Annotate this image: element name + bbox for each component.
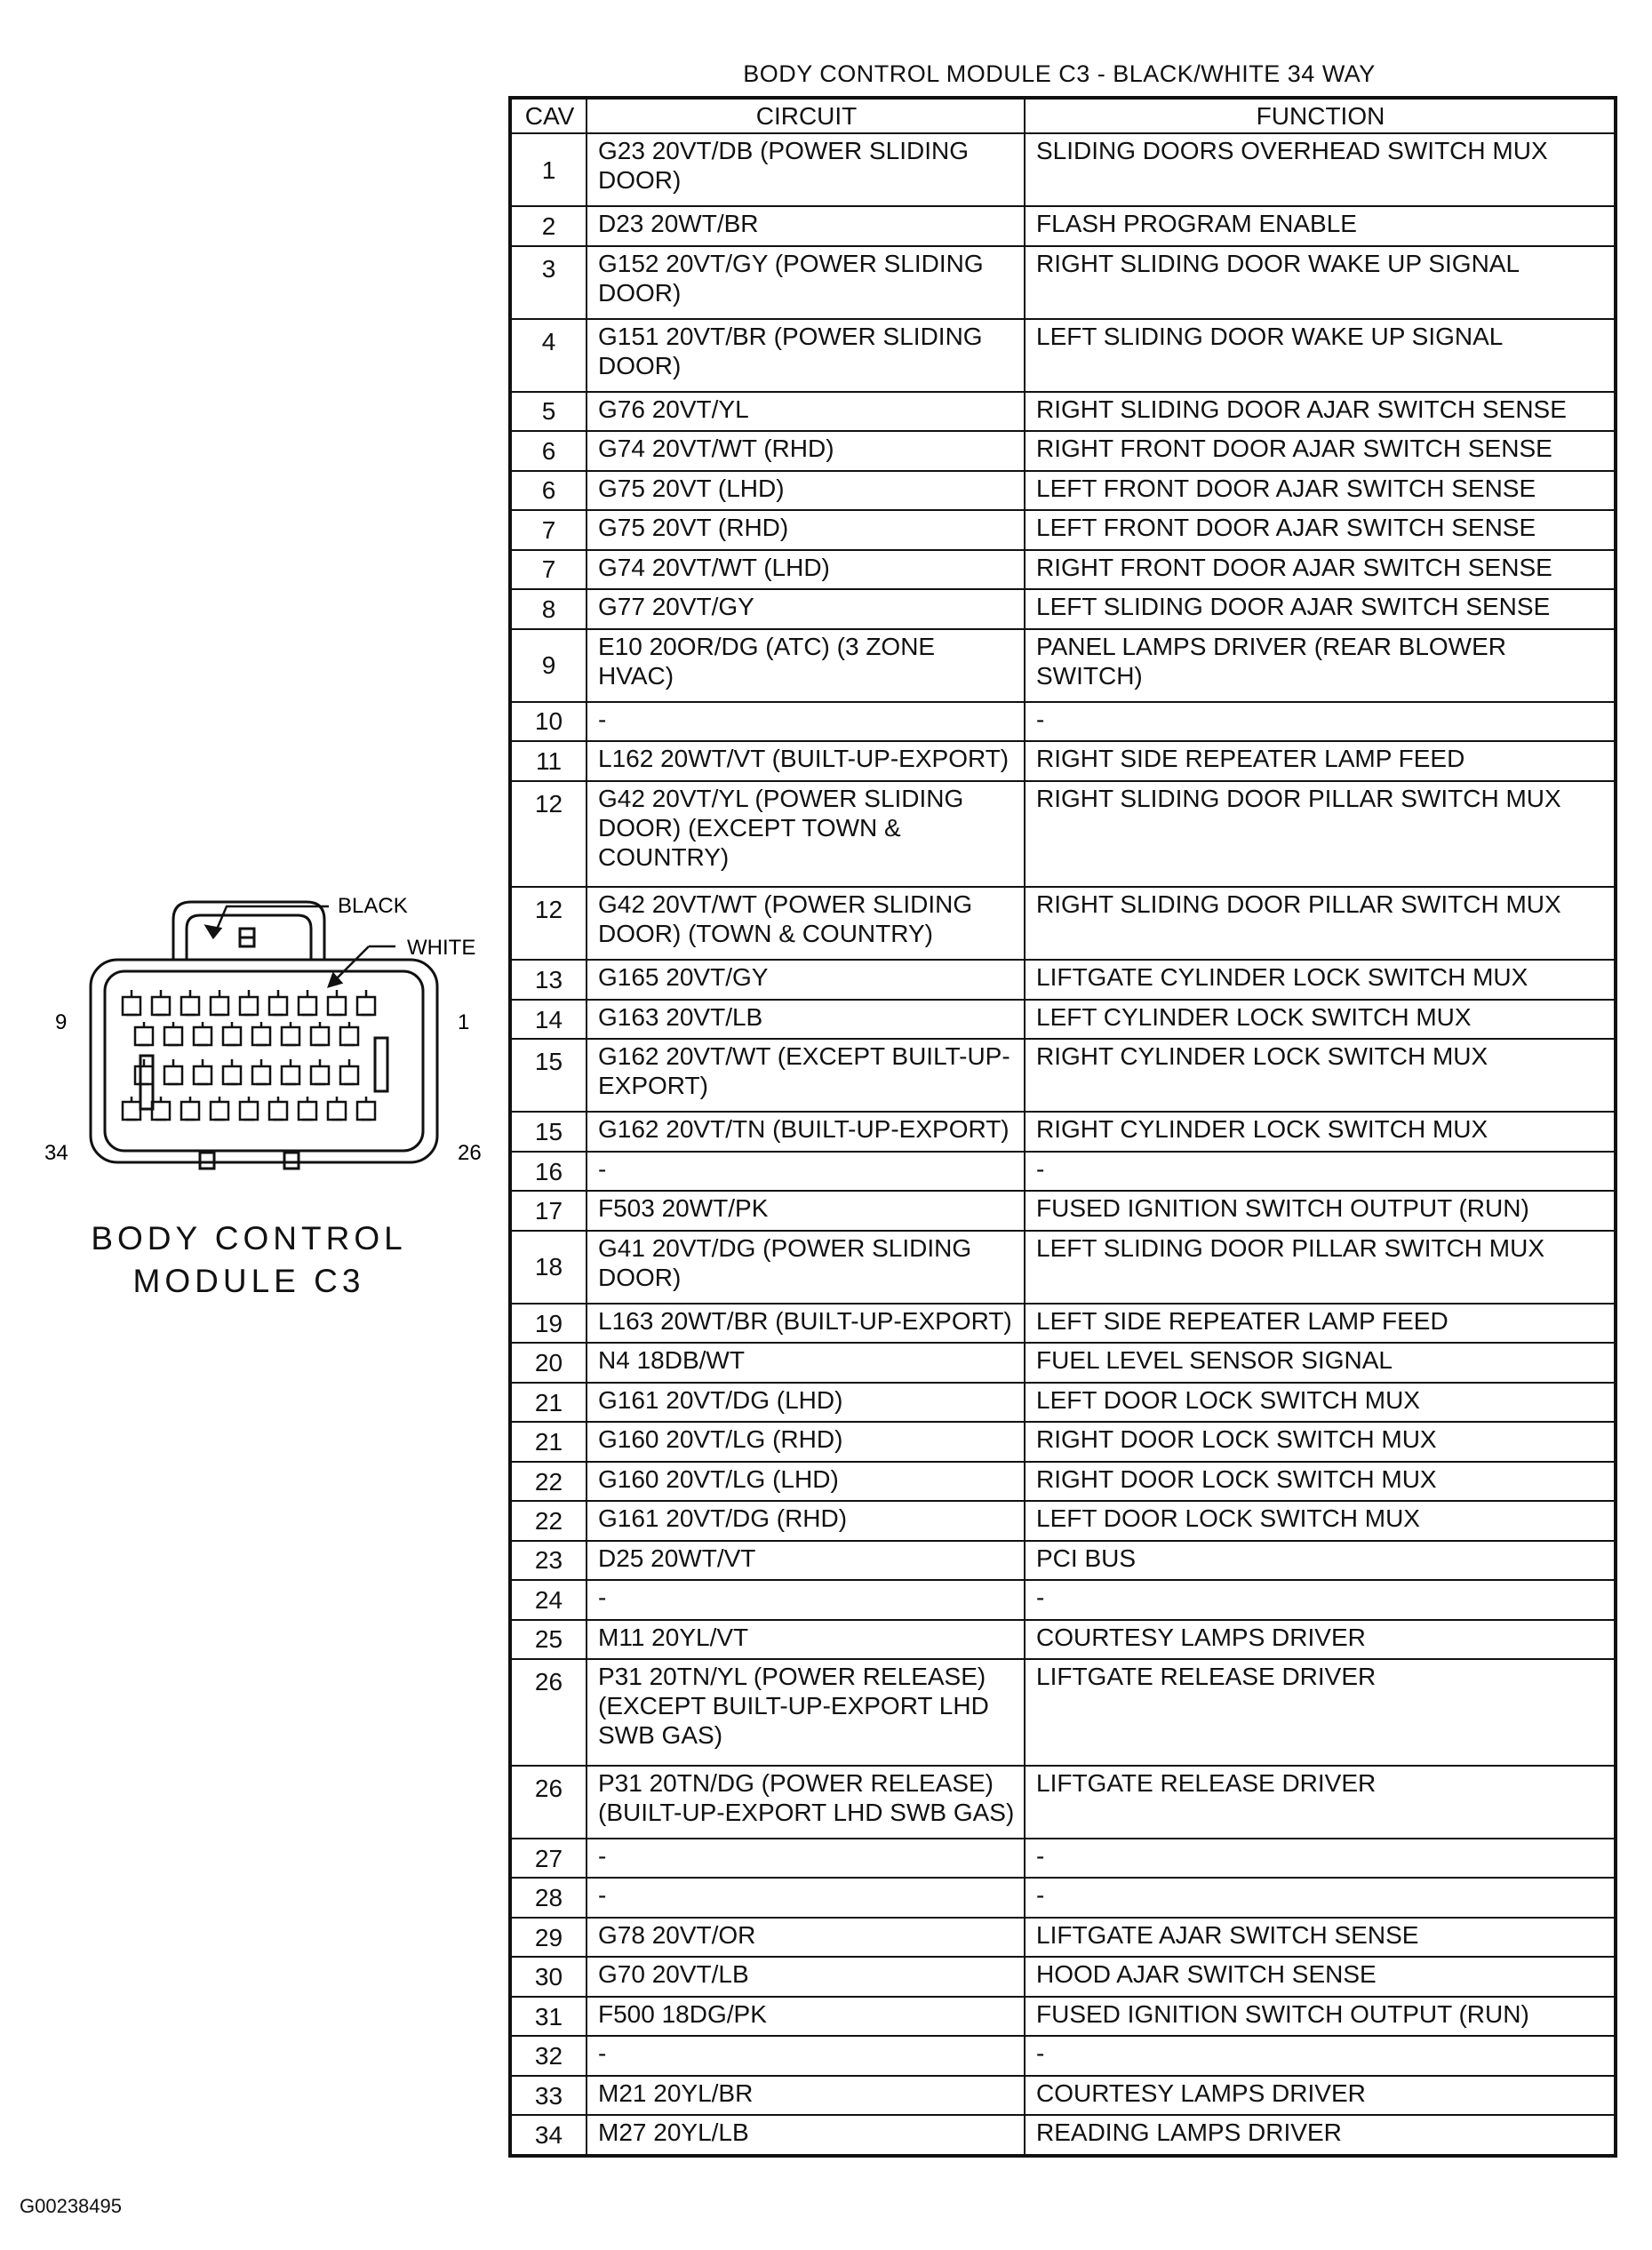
circuit-cell: G152 20VT/GY (POWER SLIDING DOOR) [587, 246, 1025, 319]
function-cell: LIFTGATE AJAR SWITCH SENSE [1025, 1918, 1616, 1957]
cav-cell: 29 [510, 1918, 587, 1957]
cav-cell: 23 [510, 1541, 587, 1580]
cav-cell: 3 [510, 246, 587, 319]
pin-cavity [299, 990, 316, 1015]
header-row [510, 98, 1616, 133]
table-row [510, 1422, 1616, 1461]
table-row [510, 1918, 1616, 1957]
pin-number-26: 26 [458, 1141, 482, 1165]
circuit-cell: G161 20VT/DG (RHD) [587, 1501, 1025, 1540]
function-cell: - [1025, 1152, 1616, 1191]
function-cell: READING LAMPS DRIVER [1025, 2115, 1616, 2156]
circuit-cell: - [587, 2036, 1025, 2075]
function-cell: LEFT FRONT DOOR AJAR SWITCH SENSE [1025, 510, 1616, 549]
table-row [510, 1000, 1616, 1039]
circuit-cell: G77 20VT/GY [587, 589, 1025, 628]
function-cell: HOOD AJAR SWITCH SENSE [1025, 1957, 1616, 1996]
function-cell: PANEL LAMPS DRIVER (REAR BLOWER SWITCH) [1025, 629, 1616, 702]
function-cell: RIGHT SLIDING DOOR PILLAR SWITCH MUX [1025, 781, 1616, 888]
cav-cell: 4 [510, 319, 587, 392]
function-cell: RIGHT DOOR LOCK SWITCH MUX [1025, 1462, 1616, 1501]
cav-cell: 18 [510, 1231, 587, 1304]
circuit-cell: G75 20VT (RHD) [587, 510, 1025, 549]
cav-cell: 12 [510, 887, 587, 960]
pin-cavity [152, 1097, 170, 1120]
circuit-cell: G160 20VT/LG (RHD) [587, 1422, 1025, 1461]
pin-cavity [282, 1059, 299, 1084]
label-black: BLACK [338, 894, 408, 918]
function-cell: RIGHT SLIDING DOOR AJAR SWITCH SENSE [1025, 392, 1616, 431]
cav-cell: 26 [510, 1766, 587, 1839]
function-cell: RIGHT DOOR LOCK SWITCH MUX [1025, 1422, 1616, 1461]
function-cell: LIFTGATE RELEASE DRIVER [1025, 1659, 1616, 1766]
pin-cavity [135, 1022, 153, 1045]
circuit-cell: G161 20VT/DG (LHD) [587, 1383, 1025, 1422]
function-cell: LEFT SLIDING DOOR WAKE UP SIGNAL [1025, 319, 1616, 392]
circuit-cell: G162 20VT/TN (BUILT-UP-EXPORT) [587, 1112, 1025, 1151]
circuit-cell: G151 20VT/BR (POWER SLIDING DOOR) [587, 319, 1025, 392]
cav-cell: 13 [510, 960, 587, 999]
connector-latch [173, 902, 324, 960]
cav-cell: 30 [510, 1957, 587, 1996]
pin-cavity [340, 1022, 358, 1045]
table-row [510, 1039, 1616, 1112]
circuit-cell: P31 20TN/DG (POWER RELEASE) (BUILT-UP-EXPORT LHD SWB GAS) [587, 1766, 1025, 1839]
pin-cavity [328, 990, 346, 1015]
pin-number-1: 1 [458, 1010, 470, 1034]
cav-cell: 1 [510, 133, 587, 206]
cav-cell: 15 [510, 1112, 587, 1151]
circuit-cell: P31 20TN/YL (POWER RELEASE) (EXCEPT BUILT-UP-EXPORT LHD SWB GAS) [587, 1659, 1025, 1766]
table-row [510, 2115, 1616, 2156]
cav-cell: 24 [510, 1580, 587, 1619]
function-cell: COURTESY LAMPS DRIVER [1025, 1620, 1616, 1659]
pin-cavity [164, 1022, 182, 1045]
table-row [510, 1501, 1616, 1540]
circuit-cell: M21 20YL/BR [587, 2076, 1025, 2115]
pin-cavity [181, 1097, 199, 1120]
connector-caption [71, 1217, 427, 1303]
table-row [510, 781, 1616, 888]
circuit-cell: L163 20WT/BR (BUILT-UP-EXPORT) [587, 1304, 1025, 1343]
cav-cell: 16 [510, 1152, 587, 1191]
cav-cell: 27 [510, 1839, 587, 1878]
function-cell: COURTESY LAMPS DRIVER [1025, 2076, 1616, 2115]
cav-cell: 7 [510, 510, 587, 549]
circuit-cell: G160 20VT/LG (LHD) [587, 1462, 1025, 1501]
cav-cell: 21 [510, 1383, 587, 1422]
table-row [510, 471, 1616, 510]
circuit-cell: E10 20OR/DG (ATC) (3 ZONE HVAC) [587, 629, 1025, 702]
cav-cell: 34 [510, 2115, 587, 2156]
circuit-cell: - [587, 1839, 1025, 1878]
pin-cavity [340, 1059, 358, 1084]
caption-line-1: BODY CONTROL [91, 1220, 407, 1257]
pin-number-9: 9 [55, 1010, 68, 1034]
cav-cell: 21 [510, 1422, 587, 1461]
cav-cell: 22 [510, 1462, 587, 1501]
circuit-cell: - [587, 702, 1025, 741]
table-row [510, 1152, 1616, 1191]
image-code: G00238495 [20, 2195, 122, 2217]
circuit-cell: G74 20VT/WT (RHD) [587, 431, 1025, 470]
cav-cell: 22 [510, 1501, 587, 1540]
pin-cavity [194, 1059, 211, 1084]
table-row [510, 319, 1616, 392]
table-row [510, 1659, 1616, 1766]
circuit-cell: F503 20WT/PK [587, 1191, 1025, 1230]
cav-cell: 31 [510, 1997, 587, 2036]
circuit-cell: G162 20VT/WT (EXCEPT BUILT-UP-EXPORT) [587, 1039, 1025, 1112]
function-cell: LEFT CYLINDER LOCK SWITCH MUX [1025, 1000, 1616, 1039]
table-row [510, 133, 1616, 206]
function-cell: LEFT DOOR LOCK SWITCH MUX [1025, 1383, 1616, 1422]
circuit-cell: G78 20VT/OR [587, 1918, 1025, 1957]
circuit-cell: G70 20VT/LB [587, 1957, 1025, 1996]
table-row [510, 1191, 1616, 1230]
circuit-cell: - [587, 1580, 1025, 1619]
pin-cavity [123, 990, 140, 1015]
circuit-cell: D25 20WT/VT [587, 1541, 1025, 1580]
cav-cell: 12 [510, 781, 587, 888]
pin-cavity [269, 1097, 287, 1120]
pin-cavity [311, 1059, 329, 1084]
table-row [510, 2076, 1616, 2115]
cav-cell: 9 [510, 629, 587, 702]
circuit-cell: - [587, 1878, 1025, 1917]
table-row [510, 702, 1616, 741]
pin-cavity [123, 1097, 140, 1120]
function-cell: LEFT SLIDING DOOR PILLAR SWITCH MUX [1025, 1231, 1616, 1304]
function-cell: LEFT SLIDING DOOR AJAR SWITCH SENSE [1025, 589, 1616, 628]
table-row [510, 960, 1616, 999]
table-row [510, 2036, 1616, 2075]
pin-cavity [135, 1059, 153, 1084]
pin-cavity [223, 1059, 241, 1084]
pin-grid [123, 990, 375, 1120]
pin-cavity [164, 1059, 182, 1084]
table-row [510, 1839, 1616, 1878]
table-row [510, 629, 1616, 702]
circuit-cell: G42 20VT/YL (POWER SLIDING DOOR) (EXCEPT TOWN & COUNTRY) [587, 781, 1025, 888]
table-row [510, 1343, 1616, 1382]
pin-cavity [252, 1022, 270, 1045]
cav-cell: 11 [510, 741, 587, 780]
function-cell: FUSED IGNITION SWITCH OUTPUT (RUN) [1025, 1997, 1616, 2036]
pin-cavity [211, 1097, 228, 1120]
function-cell: RIGHT SIDE REPEATER LAMP FEED [1025, 741, 1616, 780]
circuit-cell: - [587, 1152, 1025, 1191]
label-white: WHITE [407, 936, 476, 960]
circuit-cell: N4 18DB/WT [587, 1343, 1025, 1382]
pin-rows [510, 133, 1616, 2156]
function-cell: LIFTGATE CYLINDER LOCK SWITCH MUX [1025, 960, 1616, 999]
table-row [510, 392, 1616, 431]
function-cell: RIGHT SLIDING DOOR PILLAR SWITCH MUX [1025, 887, 1616, 960]
function-cell: RIGHT FRONT DOOR AJAR SWITCH SENSE [1025, 550, 1616, 589]
table-row [510, 741, 1616, 780]
header-circuit: CIRCUIT [587, 98, 1025, 133]
table-row [510, 1112, 1616, 1151]
function-cell: RIGHT CYLINDER LOCK SWITCH MUX [1025, 1039, 1616, 1112]
function-cell: RIGHT SLIDING DOOR WAKE UP SIGNAL [1025, 246, 1616, 319]
pin-table [508, 96, 1617, 2158]
pin-cavity [252, 1059, 270, 1084]
pin-cavity [299, 1097, 316, 1120]
table-row [510, 887, 1616, 960]
table-title: BODY CONTROL MODULE C3 - BLACK/WHITE 34 WAY [743, 60, 1376, 87]
circuit-cell: G163 20VT/LB [587, 1000, 1025, 1039]
cav-cell: 6 [510, 431, 587, 470]
function-cell: - [1025, 702, 1616, 741]
table-row [510, 246, 1616, 319]
table-row [510, 1462, 1616, 1501]
cav-cell: 8 [510, 589, 587, 628]
function-cell: - [1025, 1839, 1616, 1878]
table-row [510, 1766, 1616, 1839]
circuit-cell: D23 20WT/BR [587, 206, 1025, 245]
pin-cavity [269, 990, 287, 1015]
circuit-cell: G75 20VT (LHD) [587, 471, 1025, 510]
table-row [510, 1580, 1616, 1619]
function-cell: LEFT DOOR LOCK SWITCH MUX [1025, 1501, 1616, 1540]
pin-cavity [181, 990, 199, 1015]
cav-cell: 14 [510, 1000, 587, 1039]
cav-cell: 5 [510, 392, 587, 431]
table-row [510, 510, 1616, 549]
cav-cell: 20 [510, 1343, 587, 1382]
table-row [510, 1997, 1616, 2036]
cav-cell: 17 [510, 1191, 587, 1230]
table-row [510, 1304, 1616, 1343]
function-cell: LIFTGATE RELEASE DRIVER [1025, 1766, 1616, 1839]
pin-cavity [240, 990, 258, 1015]
header-function: FUNCTION [1025, 98, 1616, 133]
circuit-cell: G42 20VT/WT (POWER SLIDING DOOR) (TOWN & COUNTRY) [587, 887, 1025, 960]
circuit-cell: L162 20WT/VT (BUILT-UP-EXPORT) [587, 741, 1025, 780]
table-row [510, 550, 1616, 589]
table-row [510, 589, 1616, 628]
pin-cavity [328, 1097, 346, 1120]
header-cav: CAV [510, 98, 587, 133]
table-row [510, 1541, 1616, 1580]
cav-cell: 28 [510, 1878, 587, 1917]
pin-cavity [311, 1022, 329, 1045]
table-row [510, 1878, 1616, 1917]
circuit-cell: G23 20VT/DB (POWER SLIDING DOOR) [587, 133, 1025, 206]
circuit-cell: M27 20YL/LB [587, 2115, 1025, 2156]
function-cell: RIGHT FRONT DOOR AJAR SWITCH SENSE [1025, 431, 1616, 470]
circuit-cell: G74 20VT/WT (LHD) [587, 550, 1025, 589]
circuit-cell: G41 20VT/DG (POWER SLIDING DOOR) [587, 1231, 1025, 1304]
cav-cell: 26 [510, 1659, 587, 1766]
cav-cell: 19 [510, 1304, 587, 1343]
pin-cavity [152, 990, 170, 1015]
table-row [510, 1957, 1616, 1996]
function-cell: FLASH PROGRAM ENABLE [1025, 206, 1616, 245]
function-cell: - [1025, 1580, 1616, 1619]
function-cell: FUSED IGNITION SWITCH OUTPUT (RUN) [1025, 1191, 1616, 1230]
cav-cell: 25 [510, 1620, 587, 1659]
table-row [510, 431, 1616, 470]
table-row [510, 1383, 1616, 1422]
cav-cell: 15 [510, 1039, 587, 1112]
pin-cavity [357, 990, 375, 1015]
cav-cell: 10 [510, 702, 587, 741]
function-cell: LEFT FRONT DOOR AJAR SWITCH SENSE [1025, 471, 1616, 510]
circuit-cell: M11 20YL/VT [587, 1620, 1025, 1659]
pin-number-34: 34 [44, 1141, 68, 1165]
function-cell: LEFT SIDE REPEATER LAMP FEED [1025, 1304, 1616, 1343]
function-cell: - [1025, 2036, 1616, 2075]
function-cell: RIGHT CYLINDER LOCK SWITCH MUX [1025, 1112, 1616, 1151]
table-row [510, 1231, 1616, 1304]
connector-housing [91, 960, 437, 1162]
caption-line-2: MODULE C3 [132, 1263, 365, 1299]
function-cell: - [1025, 1878, 1616, 1917]
pin-cavity [282, 1022, 299, 1045]
function-cell: SLIDING DOORS OVERHEAD SWITCH MUX [1025, 133, 1616, 206]
pin-cavity [194, 1022, 211, 1045]
circuit-cell: G165 20VT/GY [587, 960, 1025, 999]
pin-cavity [357, 1097, 375, 1120]
circuit-cell: F500 18DG/PK [587, 1997, 1025, 2036]
cav-cell: 33 [510, 2076, 587, 2115]
table-row [510, 206, 1616, 245]
function-cell: PCI BUS [1025, 1541, 1616, 1580]
cav-cell: 7 [510, 550, 587, 589]
circuit-cell: G76 20VT/YL [587, 392, 1025, 431]
cav-cell: 32 [510, 2036, 587, 2075]
table-row [510, 1620, 1616, 1659]
pin-cavity [223, 1022, 241, 1045]
pin-cavity [240, 1097, 258, 1120]
cav-cell: 6 [510, 471, 587, 510]
pin-cavity [211, 990, 228, 1015]
cav-cell: 2 [510, 206, 587, 245]
function-cell: FUEL LEVEL SENSOR SIGNAL [1025, 1343, 1616, 1382]
